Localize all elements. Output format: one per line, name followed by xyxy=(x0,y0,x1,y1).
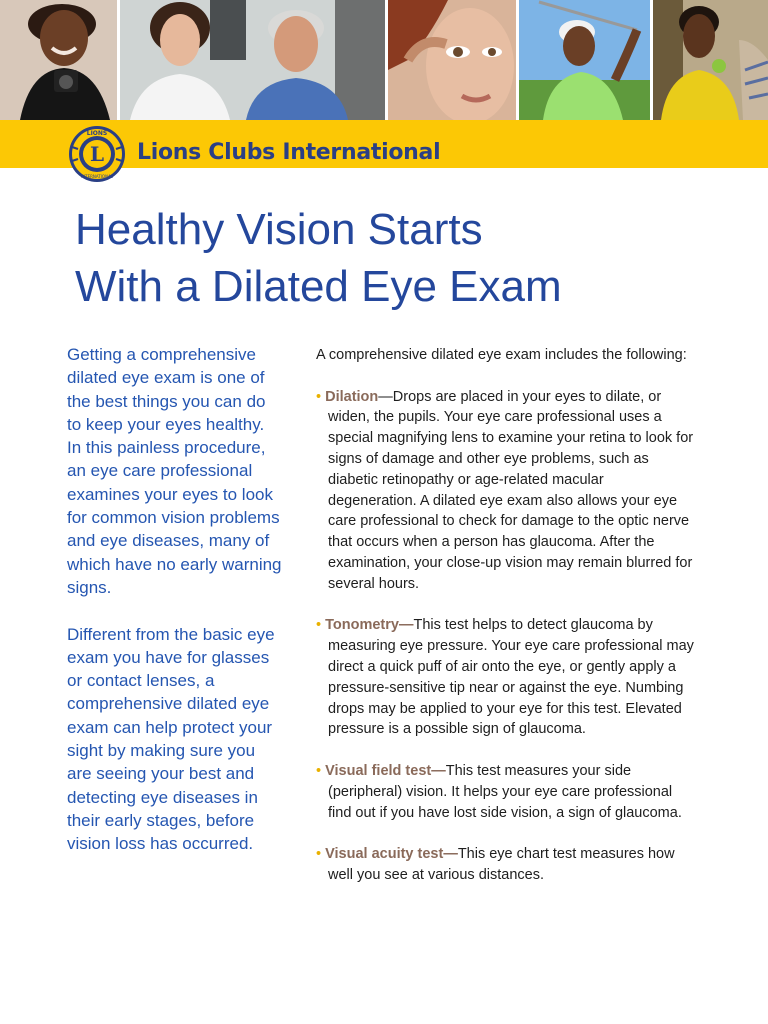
title-line-2: With a Dilated Eye Exam xyxy=(75,262,562,311)
page-title xyxy=(75,201,562,315)
bullet-term: Dilation xyxy=(325,388,379,405)
bullet-text: This test measures your side (peripheral) vision. It helps your eye care professional find out if you have lost side vision, a sign of glaucoma. xyxy=(328,762,682,821)
bullet-dilation xyxy=(316,387,696,595)
eye-examination-image xyxy=(388,0,516,120)
bullet-text: This test helps to detect glaucoma by measuring eye pressure. Your eye care professional may direct a quick puff of air onto the eye, or gently apply a pressure-sensitive tip near or against the eye. Numbing drops may be applied to your eye for this test. Elevated pressure is a possible sign of glaucoma. xyxy=(328,617,694,738)
bullet-tonometry xyxy=(316,615,696,740)
photo-woman-shopping xyxy=(653,0,768,120)
emblem-top-text: LIONS xyxy=(86,130,108,137)
emblem-letter: L xyxy=(89,142,105,166)
components-intro: A comprehensive dilated eye exam includes the following: xyxy=(316,347,687,363)
photo-optometrist-and-patient xyxy=(120,0,385,120)
woman-shopping-image xyxy=(653,0,768,120)
exam-components-column xyxy=(316,345,696,907)
golfer-image xyxy=(519,0,650,120)
bullet-term: Visual acuity test— xyxy=(325,846,458,863)
bullet-marker: • xyxy=(316,762,322,779)
lions-emblem-icon xyxy=(68,125,126,183)
title-line-1: Healthy Vision Starts xyxy=(75,205,483,254)
photo-woman-with-camera xyxy=(0,0,117,120)
bullet-text: Drops are placed in your eyes to dilate, or widen, the pupils. Your eye care professional uses a special magnifying lens to examine your retina to look for signs of damage and other eye problems, such as diabetic retinopathy or age-related macular degeneration. A dilated eye exam also allows your eye care professional to check for damage to the optic nerve that occurs when a person has glaucoma. After the examination, your close-up vision may remain blurred for several hours. xyxy=(328,388,694,592)
bullet-marker: • xyxy=(316,617,322,634)
optometrist-and-patient-image xyxy=(120,0,385,120)
photo-strip xyxy=(0,0,768,120)
bullet-term: Visual field test— xyxy=(325,762,446,779)
photo-golfer xyxy=(519,0,650,120)
woman-with-camera-image xyxy=(0,0,117,120)
bullet-visual-field-test xyxy=(316,761,696,823)
bullet-text: This eye chart test measures how well you see at various distances. xyxy=(328,846,675,883)
bullet-term: Tonometry— xyxy=(325,617,414,634)
intro-column xyxy=(67,343,282,879)
em-dash: — xyxy=(378,388,393,405)
bullet-marker: • xyxy=(316,846,322,863)
intro-paragraph-1: Getting a comprehensive dilated eye exam is one of the best things you can do to keep your eyes healthy. In this painless procedure, an eye care professional examines your eyes to look for common vision problems and eye diseases, many of which have no early warning signs. xyxy=(67,345,282,597)
bullet-visual-acuity-test xyxy=(316,844,696,886)
intro-paragraph-2: Different from the basic eye exam you have for glasses or contact lenses, a comprehensive dilated eye exam can help protect your sight by making sure you are seeing your best and detecting eye diseases in their early stages, before vision loss has occurred. xyxy=(67,624,275,854)
photo-eye-examination xyxy=(388,0,516,120)
brand-name: Lions Clubs International xyxy=(137,140,441,165)
emblem-bottom-text: INTERNATIONAL xyxy=(80,174,114,179)
bullet-marker: • xyxy=(316,388,322,405)
